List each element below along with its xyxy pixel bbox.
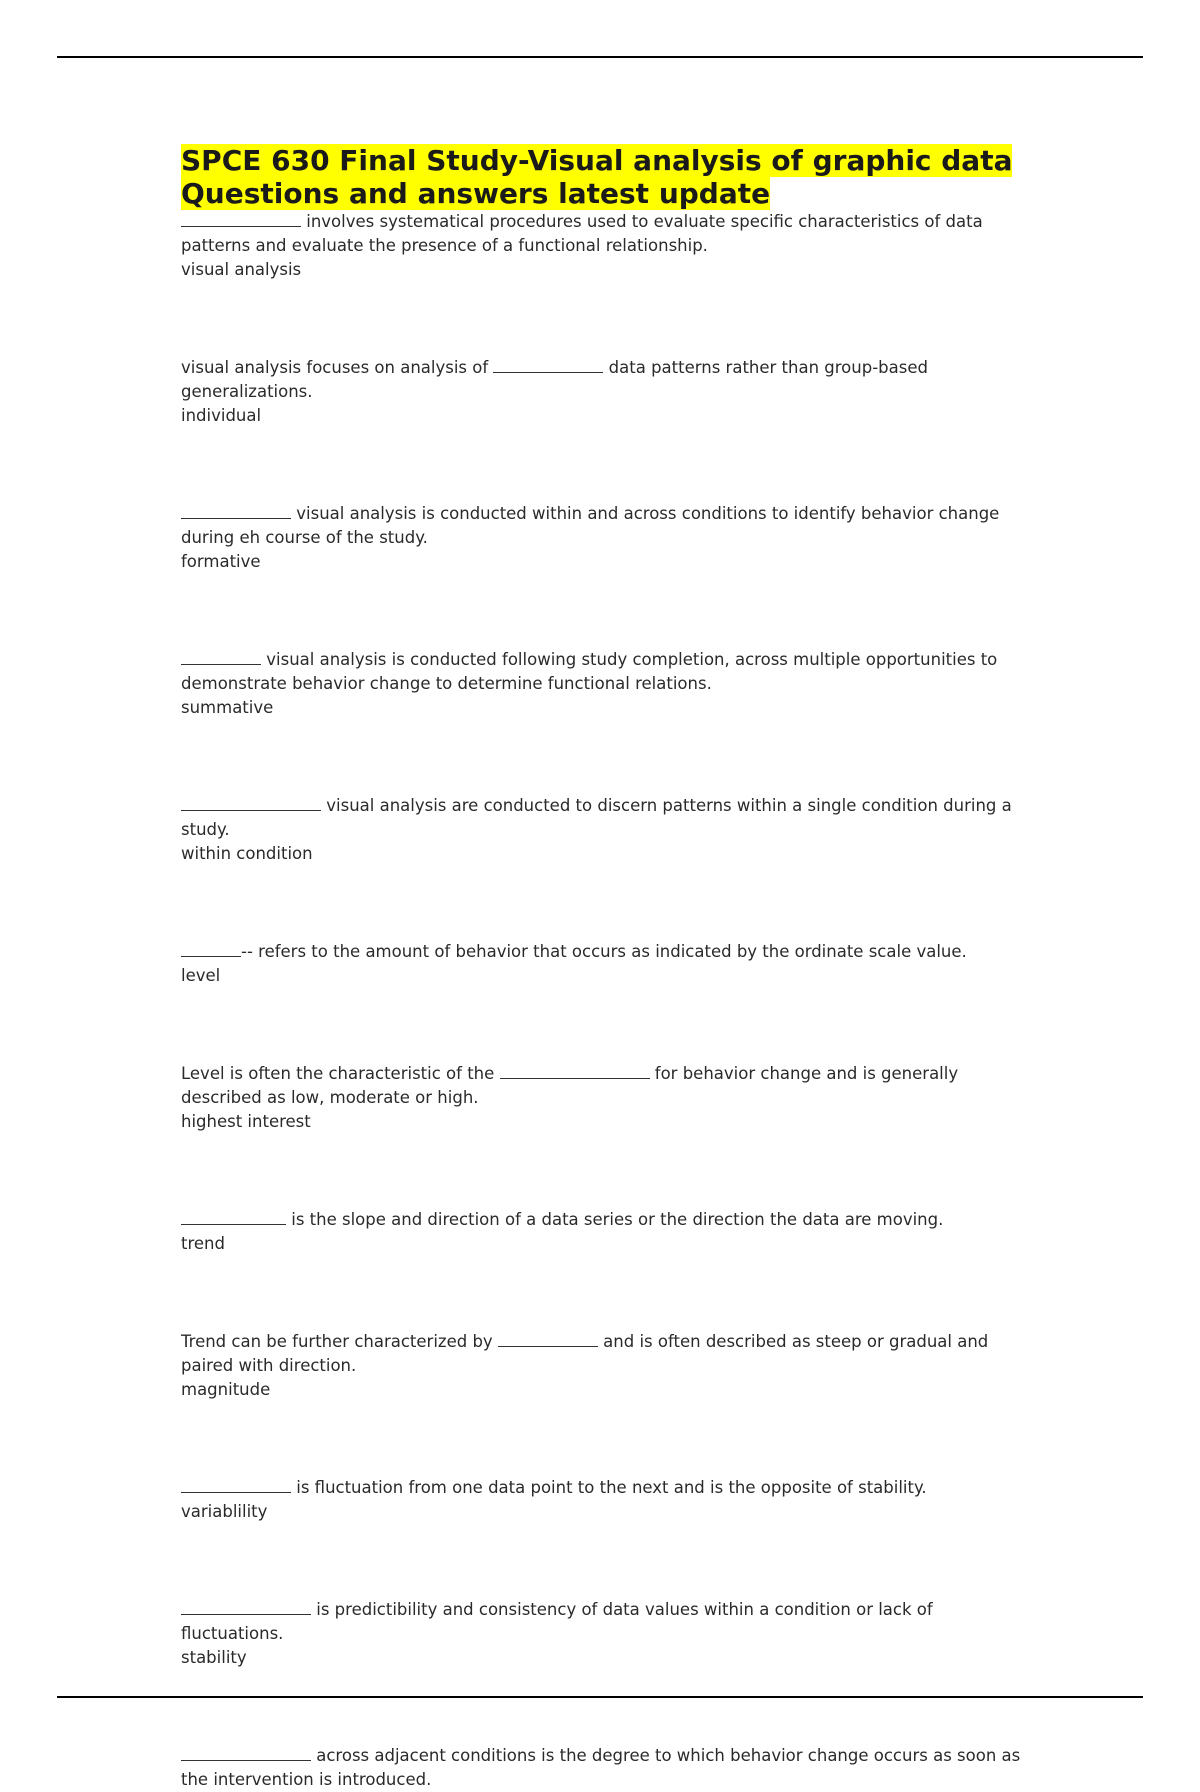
question-text [181, 1598, 1021, 1646]
answer-text: stability [181, 1648, 247, 1667]
fill-in-blank [498, 1332, 598, 1347]
fill-in-blank [181, 1600, 311, 1615]
qa-item [181, 1208, 1021, 1256]
question-text [181, 1744, 1021, 1792]
question-text [181, 210, 1021, 258]
fill-in-blank [181, 1478, 291, 1493]
qa-item [181, 210, 1021, 282]
qa-item [181, 1330, 1021, 1402]
title-highlight: SPCE 630 Final Study-Visual analysis of graphic data Questions and answers latest update [181, 144, 1013, 210]
fill-in-blank [181, 650, 261, 665]
question-post: visual analysis is conducted within and across conditions to identify behavior change during eh course of the study. [181, 504, 1000, 547]
question-post: is fluctuation from one data point to the next and is the opposite of stability. [291, 1478, 927, 1497]
question-text [181, 356, 1021, 404]
fill-in-blank [181, 1210, 286, 1225]
question-text [181, 1208, 1021, 1232]
qa-item [181, 1598, 1021, 1670]
question-text [181, 502, 1021, 550]
document-title [181, 144, 1021, 210]
fill-in-blank [181, 504, 291, 519]
qa-item [181, 794, 1021, 866]
document-body [181, 144, 1021, 1792]
question-post: for behavior change and is generally described as low, moderate or high. [181, 1064, 959, 1107]
fill-in-blank [181, 1746, 311, 1761]
answer-text: highest interest [181, 1112, 311, 1131]
question-post: visual analysis is conducted following study completion, across multiple opportunities to demonstrate behavior change to determine functional relations. [181, 650, 998, 693]
fill-in-blank [181, 796, 321, 811]
question-text [181, 648, 1021, 696]
fill-in-blank [493, 358, 603, 373]
answer-text: level [181, 966, 221, 985]
question-post: is predictibility and consistency of data values within a condition or lack of fluctuations. [181, 1600, 933, 1643]
question-post: across adjacent conditions is the degree to which behavior change occurs as soon as the intervention is introduced. [181, 1746, 1021, 1789]
question-text [181, 1330, 1021, 1378]
qa-item [181, 1744, 1021, 1792]
qa-item [181, 648, 1021, 720]
question-text [181, 1062, 1021, 1110]
question-post: data patterns rather than group-based generalizations. [181, 358, 928, 401]
qa-item [181, 1062, 1021, 1134]
fill-in-blank [181, 942, 241, 957]
question-pre: Level is often the characteristic of the [181, 1064, 500, 1083]
fill-in-blank [181, 212, 301, 227]
qa-item [181, 356, 1021, 428]
answer-text: visual analysis [181, 260, 302, 279]
fill-in-blank [500, 1064, 650, 1079]
qa-list [181, 210, 1021, 1792]
question-post: involves systematical procedures used to evaluate specific characteristics of data patterns and evaluate the presence of a functional relationship. [181, 212, 983, 255]
answer-text: summative [181, 698, 274, 717]
answer-text: formative [181, 552, 261, 571]
question-text [181, 1476, 1021, 1500]
question-pre: visual analysis focuses on analysis of [181, 358, 494, 377]
question-post: visual analysis are conducted to discern patterns within a single condition during a study. [181, 796, 1012, 839]
bottom-rule [57, 1696, 1143, 1698]
answer-text: within condition [181, 844, 313, 863]
question-text [181, 940, 1021, 964]
question-post: and is often described as steep or gradual and paired with direction. [181, 1332, 989, 1375]
qa-item [181, 1476, 1021, 1524]
answer-text: individual [181, 406, 262, 425]
question-text [181, 794, 1021, 842]
question-pre: Trend can be further characterized by [181, 1332, 498, 1351]
question-post: -- refers to the amount of behavior that occurs as indicated by the ordinate scale value. [241, 942, 967, 961]
answer-text: trend [181, 1234, 225, 1253]
top-rule [57, 56, 1143, 58]
qa-item [181, 940, 1021, 988]
qa-item [181, 502, 1021, 574]
answer-text: variablility [181, 1502, 268, 1521]
answer-text: magnitude [181, 1380, 271, 1399]
question-post: is the slope and direction of a data series or the direction the data are moving. [286, 1210, 944, 1229]
